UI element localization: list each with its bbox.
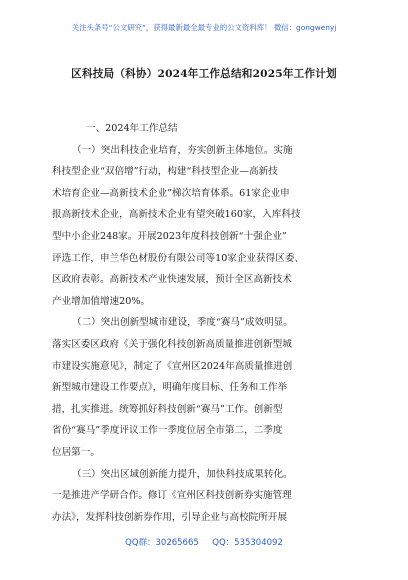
- body-line: 评选工作，申兰华色材股份有限公司等10家企业获得区委、: [52, 252, 305, 264]
- document-title: 区科技局（科协）2024年工作总结和2025年工作计划: [71, 68, 337, 80]
- body-line: 市建设实施意见》，制定了《宣州区2024年高质量推进创: [52, 360, 293, 372]
- body-line: 新型城市建设工作要点》，明确年度目标、任务和工作举: [52, 382, 288, 394]
- body-line: 科技型企业“双倍增”行动，构建“科技型企业—高新技: [52, 166, 278, 178]
- body-line: （二）突出创新型城市建设，季度“赛马”成效明显。: [72, 317, 293, 329]
- body-line: 位居第一。: [52, 447, 100, 458]
- body-line: 术培育企业—高新技术企业”梯次培育体系。61家企业申: [52, 187, 290, 199]
- body-line: 型中小企业248家。开展2023年度科技创新“十强企业”: [52, 231, 287, 242]
- body-line: （三）突出区域创新能力提升，加快科技成果转化。: [72, 468, 293, 480]
- body-line: （一）突出科技企业培育，夯实创新主体地位。实施: [72, 144, 293, 156]
- body-line: 措，扎实推进。统筹抓好科技创新“赛马”工作。创新型: [52, 403, 283, 415]
- body-line: 报高新技术企业，高新技术企业有望突破160家，入库科技: [52, 209, 301, 221]
- body-line: 落实区委区政府《关于强化科技创新高质量推进创新型城: [52, 339, 292, 350]
- body-line: 一是推进产学研合作。修订《宣州区科技创新券实施管理: [52, 490, 292, 502]
- body-line: 区政府表彰。高新技术产业快速发展，预计全区高新技术: [52, 274, 292, 286]
- body-line: 省份“赛马”季度评议工作一季度位居全市第二，二季度: [52, 425, 283, 437]
- footer-contact: QQ群：30265665 QQ：535304092: [125, 538, 283, 548]
- body-line: 一、2024年工作总结: [86, 123, 178, 134]
- body-line: 办法》，发挥科技创新券作用，引导企业与高校院所开展: [52, 511, 288, 523]
- header-promo-note: 关注头条号“公文研究”，获得最新最全最专业的公文资料库！ 微信：gongwenyj: [71, 23, 337, 32]
- body-line: 产业增加值增速20%。: [52, 295, 151, 307]
